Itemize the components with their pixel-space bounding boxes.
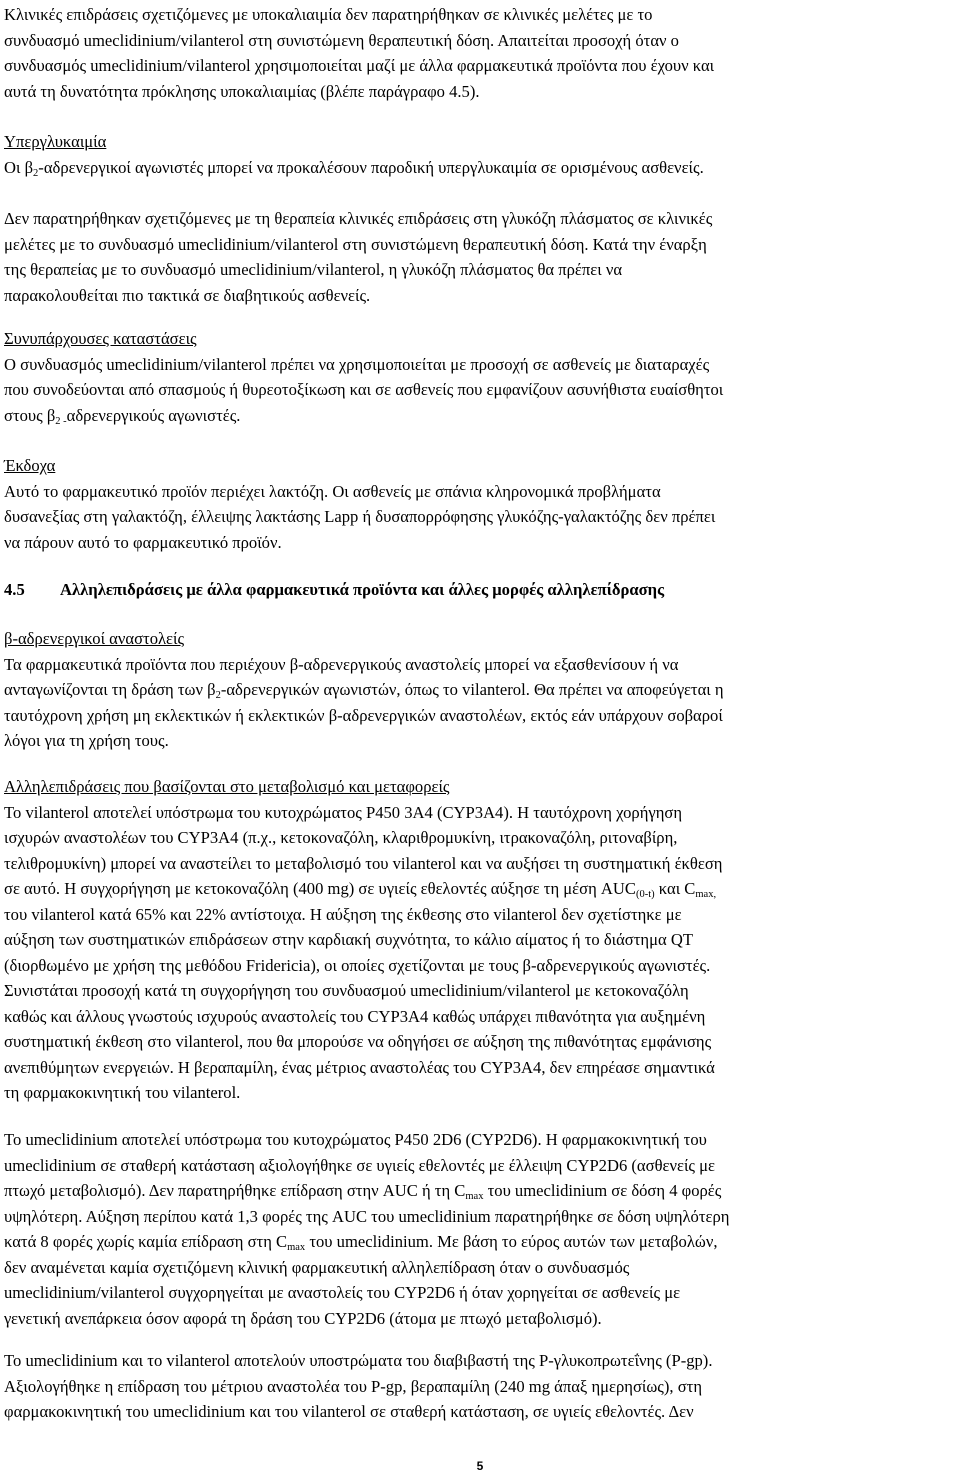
text-line: Τα φαρμακευτικά προϊόντα που περιέχουν β-αδρενεργικούς αναστολείς μπορεί να εξασθενίσουν ή να (4, 654, 679, 674)
text-line: ταυτόχρονη χρήση μη εκλεκτικών ή εκλεκτικών β-αδρενεργικών αναστολέων, εκτός εάν υπάρχουν σοβαροί (4, 705, 723, 725)
coexisting-conditions-section (4, 326, 956, 428)
text-line: Το umeclidinium και το vilanterol αποτελούν υποστρώματα του διαβιβαστή της P-γλυκοπρωτεΐνης (P-gp). (4, 1351, 713, 1370)
text-line: του vilanterol κατά 65% και 22% αντίστοιχα. Η αύξηση της έκθεσης στο vilanterol δεν σχετίστηκε με (4, 904, 682, 924)
text-line: Δεν παρατηρήθηκαν σχετιζόμενες με τη θεραπεία κλινικές επιδράσεις στη γλυκόζη πλάσματος σε κλινικές (4, 209, 713, 228)
text-line: αύξηση των συστηματικών επιδράσεων στην καρδιακή συχνότητα, το κάλιο αίματος ή το διάστημα QT (4, 930, 693, 949)
text-line: umeclidinium/vilanterol συγχορηγείται με αναστολείς του CYP2D6 ή όταν χορηγείται σε ασθενείς με (4, 1283, 681, 1302)
excipients-section (4, 453, 956, 555)
text-line: παρακολουθείται πιο τακτικά σε διαβητικούς ασθενείς. (4, 285, 371, 305)
section-heading: Συνυπάρχουσες καταστάσεις (4, 329, 197, 348)
text-line: συνδυασμός umeclidinium/vilanterol χρησιμοποιείται μαζί με άλλα φαρμακευτικά προϊόντα που έχουν και (4, 56, 715, 75)
text-line: Αξιολογήθηκε η επίδραση του μέτριου αναστολέα του P-gp, βεραπαμίλη (240 mg άπαξ ημερησίως), στη (4, 1376, 702, 1396)
text-line: κατά 8 φορές χωρίς καμία επίδραση στη $C_{max}$ του umeclidinium. Με βάση το εύρος αυτών των μεταβολών, (4, 1232, 718, 1253)
text-line: μελέτες με το συνδυασμό umeclidinium/vilanterol στη συνιστώμενη θεραπευτική δόση. Κατά την έναρξη (4, 234, 707, 254)
text-line: umeclidinium σε σταθερή κατάσταση αξιολογήθηκε σε υγιείς εθελοντές με έλλειψη CYP2D6 (ασθενείς με (4, 1155, 716, 1175)
page-number: 5 (476, 1459, 484, 1473)
section-4-5-heading (4, 577, 956, 603)
text-line: που συνοδεύονται από σπασμούς ή θυρεοτοξίκωση και σε ασθενείς που εμφανίζουν ασυνήθιστα ευαίσθητοι (4, 380, 724, 399)
beta-blockers-section (4, 626, 956, 754)
section-heading: Έκδοχα (4, 456, 56, 475)
text-line: σε αυτό. Η συγχορήγηση με κετοκοναζόλη (400 mg) σε υγιείς εθελοντές αύξησε τη μέση $AUC_{(0-t)}$ και $C_{max,}$ (4, 879, 717, 900)
text-line: Αυτό το φαρμακευτικό προϊόν περιέχει λακτόζη. Οι ασθενείς με σπάνια κληρονομικά προβλήματα (4, 481, 661, 501)
text-line: αυτά τη δυνατότητα πρόκλησης υποκαλιαιμίας (βλέπε παράγραφο 4.5). (4, 81, 480, 101)
text-line: Ο συνδυασμός umeclidinium/vilanterol πρέπει να χρησιμοποιείται με προσοχή σε ασθενείς με διαταραχές (4, 354, 710, 374)
text-line: Το umeclidinium αποτελεί υπόστρωμα του κυτοχρώματος P450 2D6 (CYP2D6). Η φαρμακοκινητική του (4, 1130, 707, 1149)
text-line: λόγοι για τη χρήση τους. (4, 731, 169, 750)
section-number: 4.5 (4, 580, 25, 599)
hypokalaemia-paragraph (4, 2, 956, 104)
text-line: δυσανεξίας στη γαλακτόζη, έλλειψης λακτάσης Lapp ή δυσαπορρόφησης γλυκόζης-γαλακτόζης δεν πρέπει (4, 507, 716, 526)
text-line: τη φαρμακοκινητική του vilanterol. (4, 1083, 241, 1102)
hyperglycaemia-section (4, 129, 956, 180)
section-heading: Υπεργλυκαιμία (4, 132, 107, 151)
cyp2d6-paragraph (4, 1127, 956, 1331)
text-line: ανεπιθύμητων ενεργειών. Η βεραπαμίλη, ένας μέτριος αναστολέας του CYP3A4, δεν επηρέασε σημαντικά (4, 1057, 715, 1077)
text-line: τελιθρομυκίνη) μπορεί να αναστείλει το μεταβολισμό του vilanterol και να αυξήσει τη συστηματική έκθεση (4, 853, 723, 873)
section-title: Αλληλεπιδράσεις με άλλα φαρμακευτικά προϊόντα και άλλες μορφές αλληλεπίδρασης (60, 580, 665, 599)
section-heading: β-αδρενεργικοί αναστολείς (4, 629, 185, 648)
text-line: Το vilanterol αποτελεί υπόστρωμα του κυτοχρώματος P450 3A4 (CYP3A4). Η ταυτόχρονη χορήγηση (4, 802, 683, 822)
section-heading: Αλληλεπιδράσεις που βασίζονται στο μεταβολισμό και μεταφορείς (4, 777, 450, 796)
text-line: Κλινικές επιδράσεις σχετιζόμενες με υποκαλιαιμία δεν παρατηρήθηκαν σε κλινικές μελέτες με το (4, 5, 653, 24)
text-line: συνδυασμό umeclidinium/vilanterol στη συνιστώμενη θεραπευτική δόση. Απαιτείται προσοχή όταν ο (4, 30, 679, 50)
glucose-paragraph (4, 206, 956, 308)
text-line: Οι $\beta_2$-αδρενεργικοί αγωνιστές μπορεί να προκαλέσουν παροδική υπεργλυκαιμία σε ορισμένους ασθενείς. (4, 157, 704, 179)
pgp-paragraph (4, 1348, 956, 1425)
text-line: να πάρουν αυτό το φαρμακευτικό προϊόν. (4, 532, 282, 552)
text-line: στους $\beta_{2 -}\alpha\delta\rho\varepsilon\nu\varepsilon\rho\gamma\iota\kappa oύ\varsigma$ αγωνιστές. (4, 405, 241, 427)
metabolic-interactions-section (4, 774, 956, 1106)
text-line: φαρμακοκινητική του umeclidinium και του vilanterol σε σταθερή κατάσταση, σε υγιείς εθελοντές. Δεν (4, 1402, 694, 1421)
text-line: (διορθωμένο με χρήση της μεθόδου Fridericia), οι οποίες σχετίζονται με τους β-αδρενεργικούς αγωνιστές. (4, 955, 711, 975)
text-line: της θεραπείας με το συνδυασμό umeclidinium/vilanterol, η γλυκόζη πλάσματος θα πρέπει να (4, 260, 623, 279)
text-line: γενετική ανεπάρκεια όσον αφορά τη δράση του CYP2D6 (άτομα με πτωχό μεταβολισμό). (4, 1308, 602, 1328)
text-line: συστηματική έκθεση στο vilanterol, που θα μπορούσε να οδηγήσει σε αύξηση της πιθανότητας εμφάνισης (4, 1032, 712, 1051)
text-line: υψηλότερη. Αύξηση περίπου κατά 1,3 φορές της AUC του umeclidinium παρατηρήθηκε σε δόση υψηλότερη (4, 1206, 730, 1226)
text-line: δεν αναμένεται καμία σχετιζόμενη κλινική φαρμακευτική αλληλεπίδραση όταν ο συνδυασμός (4, 1257, 630, 1277)
text-line: καθώς και άλλους γνωστούς ισχυρούς αναστολείς του CYP3A4 καθώς υπάρχει πιθανότητα για αυξημένη (4, 1006, 706, 1026)
text-line: ισχυρών αναστολέων του CYP3A4 (π.χ., κετοκοναζόλη, κλαριθρομυκίνη, ιτρακοναζόλη, ριτοναβίρη, (4, 828, 678, 847)
text-line: Συνιστάται προσοχή κατά τη συγχορήγηση του συνδυασμού umeclidinium/vilanterol με κετοκοναζόλη (4, 981, 689, 1000)
text-line: ανταγωνίζονται τη δράση των $\beta_2$-αδρενεργικών αγωνιστών, όπως το vilanterol. Θα πρέπει να αποφεύγεται η (4, 680, 724, 701)
text-line: πτωχό μεταβολισμό). Δεν παρατηρήθηκε επίδραση στην AUC ή τη $C_{max}$ του umeclidinium σε δόση 4 φορές (4, 1181, 722, 1202)
